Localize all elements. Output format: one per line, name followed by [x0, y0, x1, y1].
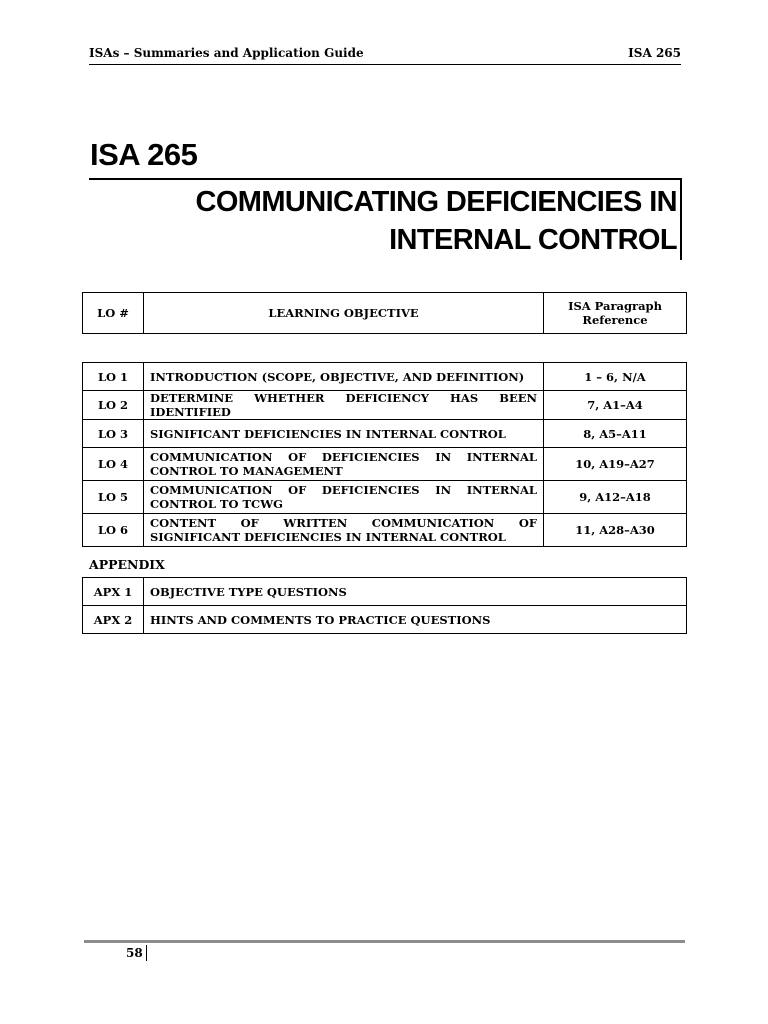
chapter-title-line-1: COMMUNICATING DEFICIENCIES IN [195, 186, 677, 218]
table-row [83, 606, 687, 634]
lo-reference: 8, A5–A11 [544, 420, 687, 448]
header-book-title: ISAs – Summaries and Application Guide [89, 46, 364, 60]
table-row [83, 391, 687, 420]
appendix-id: APX 2 [83, 606, 144, 634]
lo-number: LO 6 [83, 514, 144, 547]
lo-objective: DETERMINE WHETHER DEFICIENCY HAS BEEN IDENTIFIED [144, 391, 544, 420]
objectives-header-table [82, 292, 687, 334]
lo-objective: INTRODUCTION (SCOPE, OBJECTIVE, AND DEFINITION) [144, 363, 544, 391]
lo-objective: COMMUNICATION OF DEFICIENCIES IN INTERNAL CONTROL TO TCWG [144, 481, 544, 514]
appendix-title: OBJECTIVE TYPE QUESTIONS [144, 578, 687, 606]
appendix-id: APX 1 [83, 578, 144, 606]
lo-number: LO 3 [83, 420, 144, 448]
table-row [83, 448, 687, 481]
lo-reference: 1 – 6, N/A [544, 363, 687, 391]
lo-objective: CONTENT OF WRITTEN COMMUNICATION OF SIGNIFICANT DEFICIENCIES IN INTERNAL CONTROL [144, 514, 544, 547]
page-number: 58 [126, 945, 147, 961]
lo-reference: 7, A1–A4 [544, 391, 687, 420]
header-lo: LO # [83, 293, 144, 334]
header-row [83, 293, 687, 334]
lo-reference: 10, A19–A27 [544, 448, 687, 481]
table-row [83, 514, 687, 547]
appendix-table [82, 577, 687, 634]
appendix-title: HINTS AND COMMENTS TO PRACTICE QUESTIONS [144, 606, 687, 634]
table-row [83, 578, 687, 606]
running-header [89, 46, 681, 65]
chapter-title-line-2: INTERNAL CONTROL [389, 224, 677, 256]
header-standard-code: ISA 265 [628, 46, 681, 60]
appendix-heading: APPENDIX [89, 557, 165, 572]
lo-objective: COMMUNICATION OF DEFICIENCIES IN INTERNAL CONTROL TO MANAGEMENT [144, 448, 544, 481]
header-objective: LEARNING OBJECTIVE [144, 293, 544, 334]
table-row [83, 420, 687, 448]
lo-number: LO 1 [83, 363, 144, 391]
lo-number: LO 2 [83, 391, 144, 420]
objectives-table [82, 362, 687, 547]
header-reference: ISA Paragraph Reference [544, 293, 687, 334]
chapter-code: ISA 265 [90, 137, 198, 172]
chapter-title-block [89, 178, 682, 260]
footer-rule [84, 940, 685, 943]
lo-number: LO 5 [83, 481, 144, 514]
lo-number: LO 4 [83, 448, 144, 481]
table-row [83, 363, 687, 391]
lo-reference: 11, A28–A30 [544, 514, 687, 547]
table-row [83, 481, 687, 514]
lo-objective: SIGNIFICANT DEFICIENCIES IN INTERNAL CONTROL [144, 420, 544, 448]
lo-reference: 9, A12–A18 [544, 481, 687, 514]
